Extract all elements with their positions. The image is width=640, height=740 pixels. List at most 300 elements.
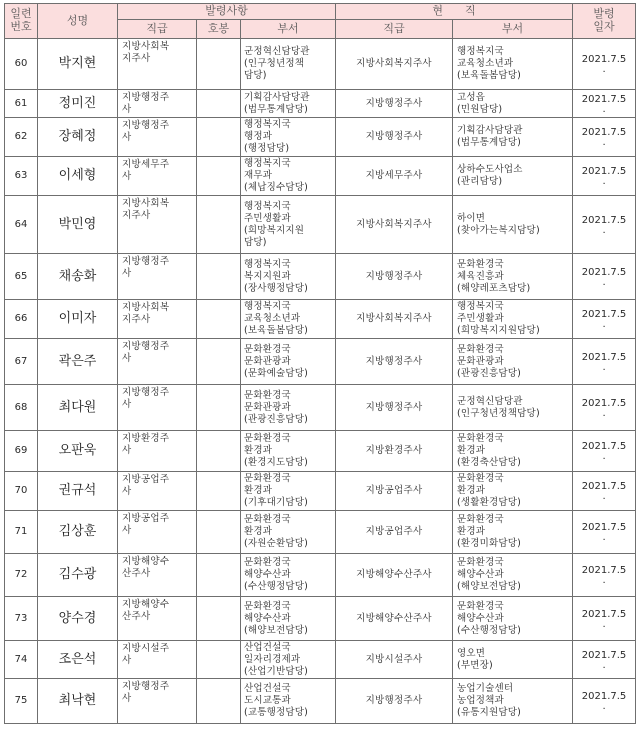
text-line: (보육돌봄담당) bbox=[457, 70, 522, 81]
text-line: 농업정책과 bbox=[457, 695, 504, 706]
header-no-text: 일련 번호 bbox=[10, 7, 32, 33]
cell-date bbox=[573, 300, 636, 339]
text-line: 환경과 bbox=[244, 526, 273, 537]
text-line: 사 bbox=[122, 655, 132, 666]
cell-cur-dept bbox=[453, 554, 573, 597]
text-line: (관리담당) bbox=[457, 176, 503, 187]
date-text: 2021.7.5 bbox=[581, 649, 627, 661]
cell-grade bbox=[118, 196, 197, 254]
text-line: 군정혁신담당관 bbox=[457, 395, 523, 407]
text-line: 사 bbox=[122, 525, 132, 536]
date-tail: . bbox=[602, 361, 606, 373]
cell-date bbox=[573, 39, 636, 90]
text-line: (환경지도담당) bbox=[244, 457, 309, 468]
text-line: 환경과 bbox=[457, 485, 486, 496]
text-line: 문화환경국 bbox=[457, 433, 504, 444]
cell-no: 66 bbox=[5, 300, 38, 339]
cell-dept bbox=[241, 157, 336, 196]
date-tail: . bbox=[602, 64, 606, 75]
text-line: (환경축산담당) bbox=[457, 457, 522, 468]
cell-cur-grade: 지방해양수산주사 bbox=[336, 597, 453, 641]
cell-grade bbox=[118, 157, 197, 196]
text-line: 교육청소년과 bbox=[244, 313, 301, 324]
cell-cur-dept bbox=[453, 300, 573, 339]
header-hobong: 호봉 bbox=[197, 20, 241, 39]
date-tail: . bbox=[602, 701, 606, 712]
date-tail: . bbox=[602, 224, 606, 236]
cell-grade bbox=[118, 597, 197, 641]
text-line: 하이면 bbox=[457, 212, 486, 224]
text-line: 문화관광과 bbox=[457, 355, 504, 367]
date-tail: . bbox=[602, 176, 606, 187]
table-row bbox=[5, 597, 636, 641]
text-line: 문화환경국 bbox=[457, 343, 504, 355]
text-line: 환경과 bbox=[244, 445, 273, 456]
cell-no: 68 bbox=[5, 385, 38, 431]
table-row bbox=[5, 39, 636, 90]
text-line: 사 bbox=[122, 353, 132, 364]
cell-dept bbox=[241, 39, 336, 90]
header-name: 성명 bbox=[38, 4, 118, 39]
text-line: 지방시설주 bbox=[122, 643, 170, 654]
cell-dept bbox=[241, 554, 336, 597]
cell-hobong bbox=[197, 597, 241, 641]
cell-dept bbox=[241, 597, 336, 641]
header-no bbox=[5, 4, 38, 39]
text-line: (장사행정담당) bbox=[244, 282, 309, 294]
cell-no: 70 bbox=[5, 472, 38, 511]
text-line: (해양보전담당) bbox=[244, 624, 309, 636]
cell-name: 박지현 bbox=[38, 39, 118, 90]
table-row bbox=[5, 385, 636, 431]
date-tail: . bbox=[602, 618, 606, 630]
cell-name: 김수광 bbox=[38, 554, 118, 597]
date-tail: . bbox=[602, 451, 606, 462]
text-line: 해양수산과 bbox=[457, 612, 504, 624]
text-line: 상하수도사업소 bbox=[457, 164, 523, 175]
cell-name: 채송화 bbox=[38, 254, 118, 300]
text-line: 문화환경국 bbox=[457, 600, 504, 612]
cell-hobong bbox=[197, 641, 241, 679]
text-line: (체납징수담당) bbox=[244, 182, 309, 193]
header-cur-grade: 직급 bbox=[336, 20, 453, 39]
text-line: 문화환경국 bbox=[244, 473, 291, 484]
cell-dept bbox=[241, 339, 336, 385]
personnel-table bbox=[4, 3, 636, 724]
cell-hobong bbox=[197, 511, 241, 554]
text-line: 행정복지국 bbox=[244, 200, 291, 212]
text-line: (보육돌봄담당) bbox=[244, 325, 309, 336]
text-line: 재무과 bbox=[244, 170, 273, 181]
text-line: (찾아가는복지담당) bbox=[457, 224, 540, 236]
cell-cur-grade: 지방세무주사 bbox=[336, 157, 453, 196]
text-line: (수산행정담당) bbox=[457, 624, 522, 636]
text-line: (수산행정담당) bbox=[244, 581, 309, 592]
cell-date bbox=[573, 118, 636, 157]
header-grade: 직급 bbox=[118, 20, 197, 39]
text-line: 지방사회복 bbox=[122, 41, 170, 52]
text-line: 지방행정주 bbox=[122, 92, 170, 103]
text-line: (생활환경담당) bbox=[457, 497, 522, 508]
text-line: (인구청년정책담당) bbox=[457, 407, 540, 419]
table-row bbox=[5, 157, 636, 196]
cell-cur-grade: 지방행정주사 bbox=[336, 339, 453, 385]
header-dept: 부서 bbox=[241, 20, 336, 39]
cell-dept bbox=[241, 90, 336, 118]
cell-name: 조은석 bbox=[38, 641, 118, 679]
table-row bbox=[5, 90, 636, 118]
cell-grade bbox=[118, 431, 197, 472]
cell-date bbox=[573, 679, 636, 724]
cell-date bbox=[573, 385, 636, 431]
cell-cur-dept bbox=[453, 39, 573, 90]
date-tail: . bbox=[602, 407, 606, 419]
table-row bbox=[5, 254, 636, 300]
date-tail: . bbox=[602, 137, 606, 148]
cell-name: 최다원 bbox=[38, 385, 118, 431]
header-appointment: 발령사항 bbox=[118, 4, 336, 20]
text-line: 산업건설국 bbox=[244, 683, 291, 694]
cell-date bbox=[573, 597, 636, 641]
text-line: 고성읍 bbox=[457, 91, 486, 103]
table-row bbox=[5, 679, 636, 724]
cell-grade bbox=[118, 300, 197, 339]
text-line: (부면장) bbox=[457, 659, 493, 671]
cell-dept bbox=[241, 472, 336, 511]
text-line: 지방행정주 bbox=[122, 120, 170, 131]
cell-grade bbox=[118, 554, 197, 597]
table-row bbox=[5, 511, 636, 554]
text-line: 문화환경국 bbox=[244, 389, 291, 401]
cell-dept bbox=[241, 511, 336, 554]
cell-hobong bbox=[197, 472, 241, 511]
text-line: 행정복지국 bbox=[244, 301, 291, 312]
cell-no: 71 bbox=[5, 511, 38, 554]
text-line: (법무통계담당) bbox=[457, 137, 522, 148]
text-line: 환경과 bbox=[457, 445, 486, 456]
cell-no: 61 bbox=[5, 90, 38, 118]
cell-hobong bbox=[197, 254, 241, 300]
cell-dept bbox=[241, 431, 336, 472]
text-line: 지방행정주 bbox=[122, 341, 170, 352]
cell-dept bbox=[241, 196, 336, 254]
text-line: 해양수산과 bbox=[244, 612, 291, 624]
text-line: 영오면 bbox=[457, 647, 486, 659]
text-line: (관광진흥담당) bbox=[244, 413, 309, 425]
cell-dept bbox=[241, 254, 336, 300]
text-line: 담당) bbox=[244, 236, 267, 248]
text-line: 주민생활과 bbox=[244, 212, 291, 224]
text-line: 담당) bbox=[244, 70, 267, 81]
cell-cur-dept bbox=[453, 254, 573, 300]
text-line: (희망복지지원담당) bbox=[457, 325, 540, 336]
cell-dept bbox=[241, 385, 336, 431]
text-line: (유통지원담당) bbox=[457, 707, 522, 718]
cell-grade bbox=[118, 679, 197, 724]
table-row bbox=[5, 300, 636, 339]
text-line: 사 bbox=[122, 268, 132, 279]
date-tail: . bbox=[602, 491, 606, 502]
cell-date bbox=[573, 511, 636, 554]
cell-grade bbox=[118, 339, 197, 385]
cell-name: 박민영 bbox=[38, 196, 118, 254]
cell-cur-grade: 지방사회복지주사 bbox=[336, 39, 453, 90]
text-line: (교통행정담당) bbox=[244, 707, 309, 718]
text-line: (민원담당) bbox=[457, 103, 503, 115]
cell-date bbox=[573, 157, 636, 196]
text-line: 지방해양수 bbox=[122, 599, 170, 610]
cell-no: 64 bbox=[5, 196, 38, 254]
text-line: 체육진흥과 bbox=[457, 270, 504, 282]
text-line: 환경과 bbox=[244, 485, 273, 496]
cell-no: 74 bbox=[5, 641, 38, 679]
text-line: 기획감사담당관 bbox=[244, 91, 310, 103]
text-line: 지주사 bbox=[122, 314, 151, 325]
text-line: (기후대기담당) bbox=[244, 497, 309, 508]
table-row bbox=[5, 339, 636, 385]
cell-hobong bbox=[197, 431, 241, 472]
cell-date bbox=[573, 431, 636, 472]
date-text: 2021.7.5 bbox=[581, 214, 627, 226]
text-line: (법무통계담당) bbox=[244, 103, 309, 115]
cell-name: 김상훈 bbox=[38, 511, 118, 554]
text-line: 환경과 bbox=[457, 526, 486, 537]
text-line: 행정복지국 bbox=[457, 301, 504, 312]
date-tail: . bbox=[602, 659, 606, 671]
cell-hobong bbox=[197, 679, 241, 724]
cell-grade bbox=[118, 385, 197, 431]
cell-dept bbox=[241, 641, 336, 679]
text-line: (희망복지지원 bbox=[244, 224, 305, 236]
cell-date bbox=[573, 339, 636, 385]
cell-hobong bbox=[197, 300, 241, 339]
cell-date bbox=[573, 90, 636, 118]
date-text: 2021.7.5 bbox=[581, 522, 627, 533]
cell-grade bbox=[118, 641, 197, 679]
text-line: 사 bbox=[122, 445, 132, 456]
cell-cur-dept bbox=[453, 157, 573, 196]
cell-cur-dept bbox=[453, 472, 573, 511]
date-text: 2021.7.5 bbox=[581, 481, 627, 492]
table-row bbox=[5, 641, 636, 679]
date-text: 2021.7.5 bbox=[581, 565, 627, 576]
cell-no: 63 bbox=[5, 157, 38, 196]
date-text: 2021.7.5 bbox=[581, 266, 627, 278]
text-line: 사 bbox=[122, 399, 132, 410]
text-line: 사 bbox=[122, 486, 132, 497]
date-tail: . bbox=[602, 532, 606, 543]
cell-cur-grade: 지방사회복지주사 bbox=[336, 196, 453, 254]
cell-no: 62 bbox=[5, 118, 38, 157]
cell-grade bbox=[118, 472, 197, 511]
cell-date bbox=[573, 472, 636, 511]
cell-name: 오판욱 bbox=[38, 431, 118, 472]
text-line: 지방행정주 bbox=[122, 681, 170, 692]
text-line: 문화관광과 bbox=[244, 401, 291, 413]
cell-cur-grade: 지방행정주사 bbox=[336, 385, 453, 431]
cell-cur-grade: 지방행정주사 bbox=[336, 90, 453, 118]
cell-no: 65 bbox=[5, 254, 38, 300]
cell-grade bbox=[118, 511, 197, 554]
cell-grade bbox=[118, 90, 197, 118]
text-line: 행정복지국 bbox=[244, 258, 291, 270]
cell-hobong bbox=[197, 385, 241, 431]
text-line: 도시교통과 bbox=[244, 695, 291, 706]
cell-name: 최낙현 bbox=[38, 679, 118, 724]
cell-date bbox=[573, 196, 636, 254]
text-line: 문화환경국 bbox=[244, 343, 291, 355]
cell-grade bbox=[118, 254, 197, 300]
cell-cur-grade: 지방행정주사 bbox=[336, 118, 453, 157]
text-line: 문화환경국 bbox=[244, 557, 291, 568]
cell-hobong bbox=[197, 39, 241, 90]
text-line: 행정복지국 bbox=[244, 158, 291, 169]
cell-no: 60 bbox=[5, 39, 38, 90]
cell-cur-grade: 지방행정주사 bbox=[336, 254, 453, 300]
table-row bbox=[5, 196, 636, 254]
date-text: 2021.7.5 bbox=[581, 127, 627, 138]
cell-cur-dept bbox=[453, 679, 573, 724]
date-tail: . bbox=[602, 575, 606, 586]
text-line: 복지지원과 bbox=[244, 270, 291, 282]
text-line: 지방행정주 bbox=[122, 256, 170, 267]
cell-hobong bbox=[197, 90, 241, 118]
text-line: 교육청소년과 bbox=[457, 58, 514, 69]
cell-name: 곽은주 bbox=[38, 339, 118, 385]
date-text: 2021.7.5 bbox=[581, 397, 627, 409]
cell-dept bbox=[241, 679, 336, 724]
text-line: 해양수산과 bbox=[457, 569, 504, 580]
text-line: 사 bbox=[122, 132, 132, 143]
cell-cur-grade: 지방해양수산주사 bbox=[336, 554, 453, 597]
cell-cur-grade: 지방사회복지주사 bbox=[336, 300, 453, 339]
date-text: 2021.7.5 bbox=[581, 441, 627, 452]
cell-grade bbox=[118, 39, 197, 90]
cell-cur-dept bbox=[453, 339, 573, 385]
text-line: 사 bbox=[122, 693, 132, 704]
text-line: 군정혁신담당관 bbox=[244, 46, 310, 57]
text-line: 기획감사담당관 bbox=[457, 125, 523, 136]
text-line: (관광진흥담당) bbox=[457, 367, 522, 379]
cell-cur-dept bbox=[453, 511, 573, 554]
text-line: 지방해양수 bbox=[122, 556, 170, 567]
text-line: 행정과 bbox=[244, 131, 273, 142]
cell-no: 75 bbox=[5, 679, 38, 724]
text-line: (산업기반담당) bbox=[244, 665, 309, 677]
table-row bbox=[5, 118, 636, 157]
cell-no: 69 bbox=[5, 431, 38, 472]
cell-grade bbox=[118, 118, 197, 157]
text-line: 문화환경국 bbox=[244, 600, 291, 612]
text-line: 지주사 bbox=[122, 53, 151, 64]
cell-dept bbox=[241, 118, 336, 157]
date-text: 2021.7.5 bbox=[581, 309, 627, 320]
text-line: 지방사회복 bbox=[122, 302, 170, 313]
cell-cur-grade: 지방공업주사 bbox=[336, 472, 453, 511]
text-line: 문화환경국 bbox=[457, 473, 504, 484]
cell-date bbox=[573, 641, 636, 679]
cell-hobong bbox=[197, 157, 241, 196]
cell-no: 73 bbox=[5, 597, 38, 641]
table-row bbox=[5, 431, 636, 472]
cell-cur-grade: 지방공업주사 bbox=[336, 511, 453, 554]
text-line: 해양수산과 bbox=[244, 569, 291, 580]
cell-no: 72 bbox=[5, 554, 38, 597]
date-tail: . bbox=[602, 276, 606, 288]
header-cur-dept: 부서 bbox=[453, 20, 573, 39]
table-row bbox=[5, 554, 636, 597]
cell-name: 권규석 bbox=[38, 472, 118, 511]
cell-date bbox=[573, 554, 636, 597]
cell-name: 이세형 bbox=[38, 157, 118, 196]
text-line: (행정담당) bbox=[244, 143, 290, 154]
cell-cur-dept bbox=[453, 597, 573, 641]
header-date-text: 발령 일자 bbox=[593, 7, 615, 33]
text-line: 지방공업주 bbox=[122, 513, 170, 524]
text-line: 농업기술센터 bbox=[457, 683, 514, 694]
table-body bbox=[5, 39, 636, 724]
text-line: 지방공업주 bbox=[122, 474, 170, 485]
cell-cur-grade: 지방환경주사 bbox=[336, 431, 453, 472]
cell-name: 양수경 bbox=[38, 597, 118, 641]
cell-name: 정미진 bbox=[38, 90, 118, 118]
date-text: 2021.7.5 bbox=[581, 54, 627, 65]
table-row bbox=[5, 472, 636, 511]
text-line: 지방사회복 bbox=[122, 198, 170, 209]
cell-no: 67 bbox=[5, 339, 38, 385]
cell-cur-dept bbox=[453, 90, 573, 118]
text-line: 일자리경제과 bbox=[244, 653, 301, 665]
cell-name: 이미자 bbox=[38, 300, 118, 339]
text-line: (해양레포츠담당) bbox=[457, 282, 531, 294]
text-line: 사 bbox=[122, 104, 132, 115]
cell-cur-dept bbox=[453, 431, 573, 472]
cell-cur-dept bbox=[453, 641, 573, 679]
text-line: 주민생활과 bbox=[457, 313, 504, 324]
header-date bbox=[573, 4, 636, 39]
text-line: 문화환경국 bbox=[244, 514, 291, 525]
cell-hobong bbox=[197, 554, 241, 597]
cell-cur-dept bbox=[453, 385, 573, 431]
cell-name: 장혜정 bbox=[38, 118, 118, 157]
text-line: 지주사 bbox=[122, 210, 151, 221]
header-current: 현 직 bbox=[336, 4, 573, 20]
text-line: (해양보전담당) bbox=[457, 581, 522, 592]
text-line: (인구청년정책 bbox=[244, 58, 305, 69]
date-text: 2021.7.5 bbox=[581, 166, 627, 177]
text-line: (환경미화담당) bbox=[457, 538, 522, 549]
text-line: 문화환경국 bbox=[244, 433, 291, 444]
text-line: 문화환경국 bbox=[457, 514, 504, 525]
date-tail: . bbox=[602, 319, 606, 330]
text-line: 지방행정주 bbox=[122, 387, 170, 398]
text-line: 문화환경국 bbox=[457, 258, 504, 270]
cell-hobong bbox=[197, 339, 241, 385]
text-line: (문화예술담당) bbox=[244, 367, 309, 379]
text-line: 사 bbox=[122, 171, 132, 182]
cell-cur-grade: 지방시설주사 bbox=[336, 641, 453, 679]
date-text: 2021.7.5 bbox=[581, 608, 627, 620]
date-text: 2021.7.5 bbox=[581, 93, 627, 105]
cell-cur-dept bbox=[453, 118, 573, 157]
date-tail: . bbox=[602, 103, 606, 115]
cell-hobong bbox=[197, 118, 241, 157]
text-line: 문화환경국 bbox=[457, 557, 504, 568]
date-text: 2021.7.5 bbox=[581, 691, 627, 702]
text-line: 산주사 bbox=[122, 568, 151, 579]
text-line: 산주사 bbox=[122, 611, 151, 622]
cell-cur-grade: 지방행정주사 bbox=[336, 679, 453, 724]
